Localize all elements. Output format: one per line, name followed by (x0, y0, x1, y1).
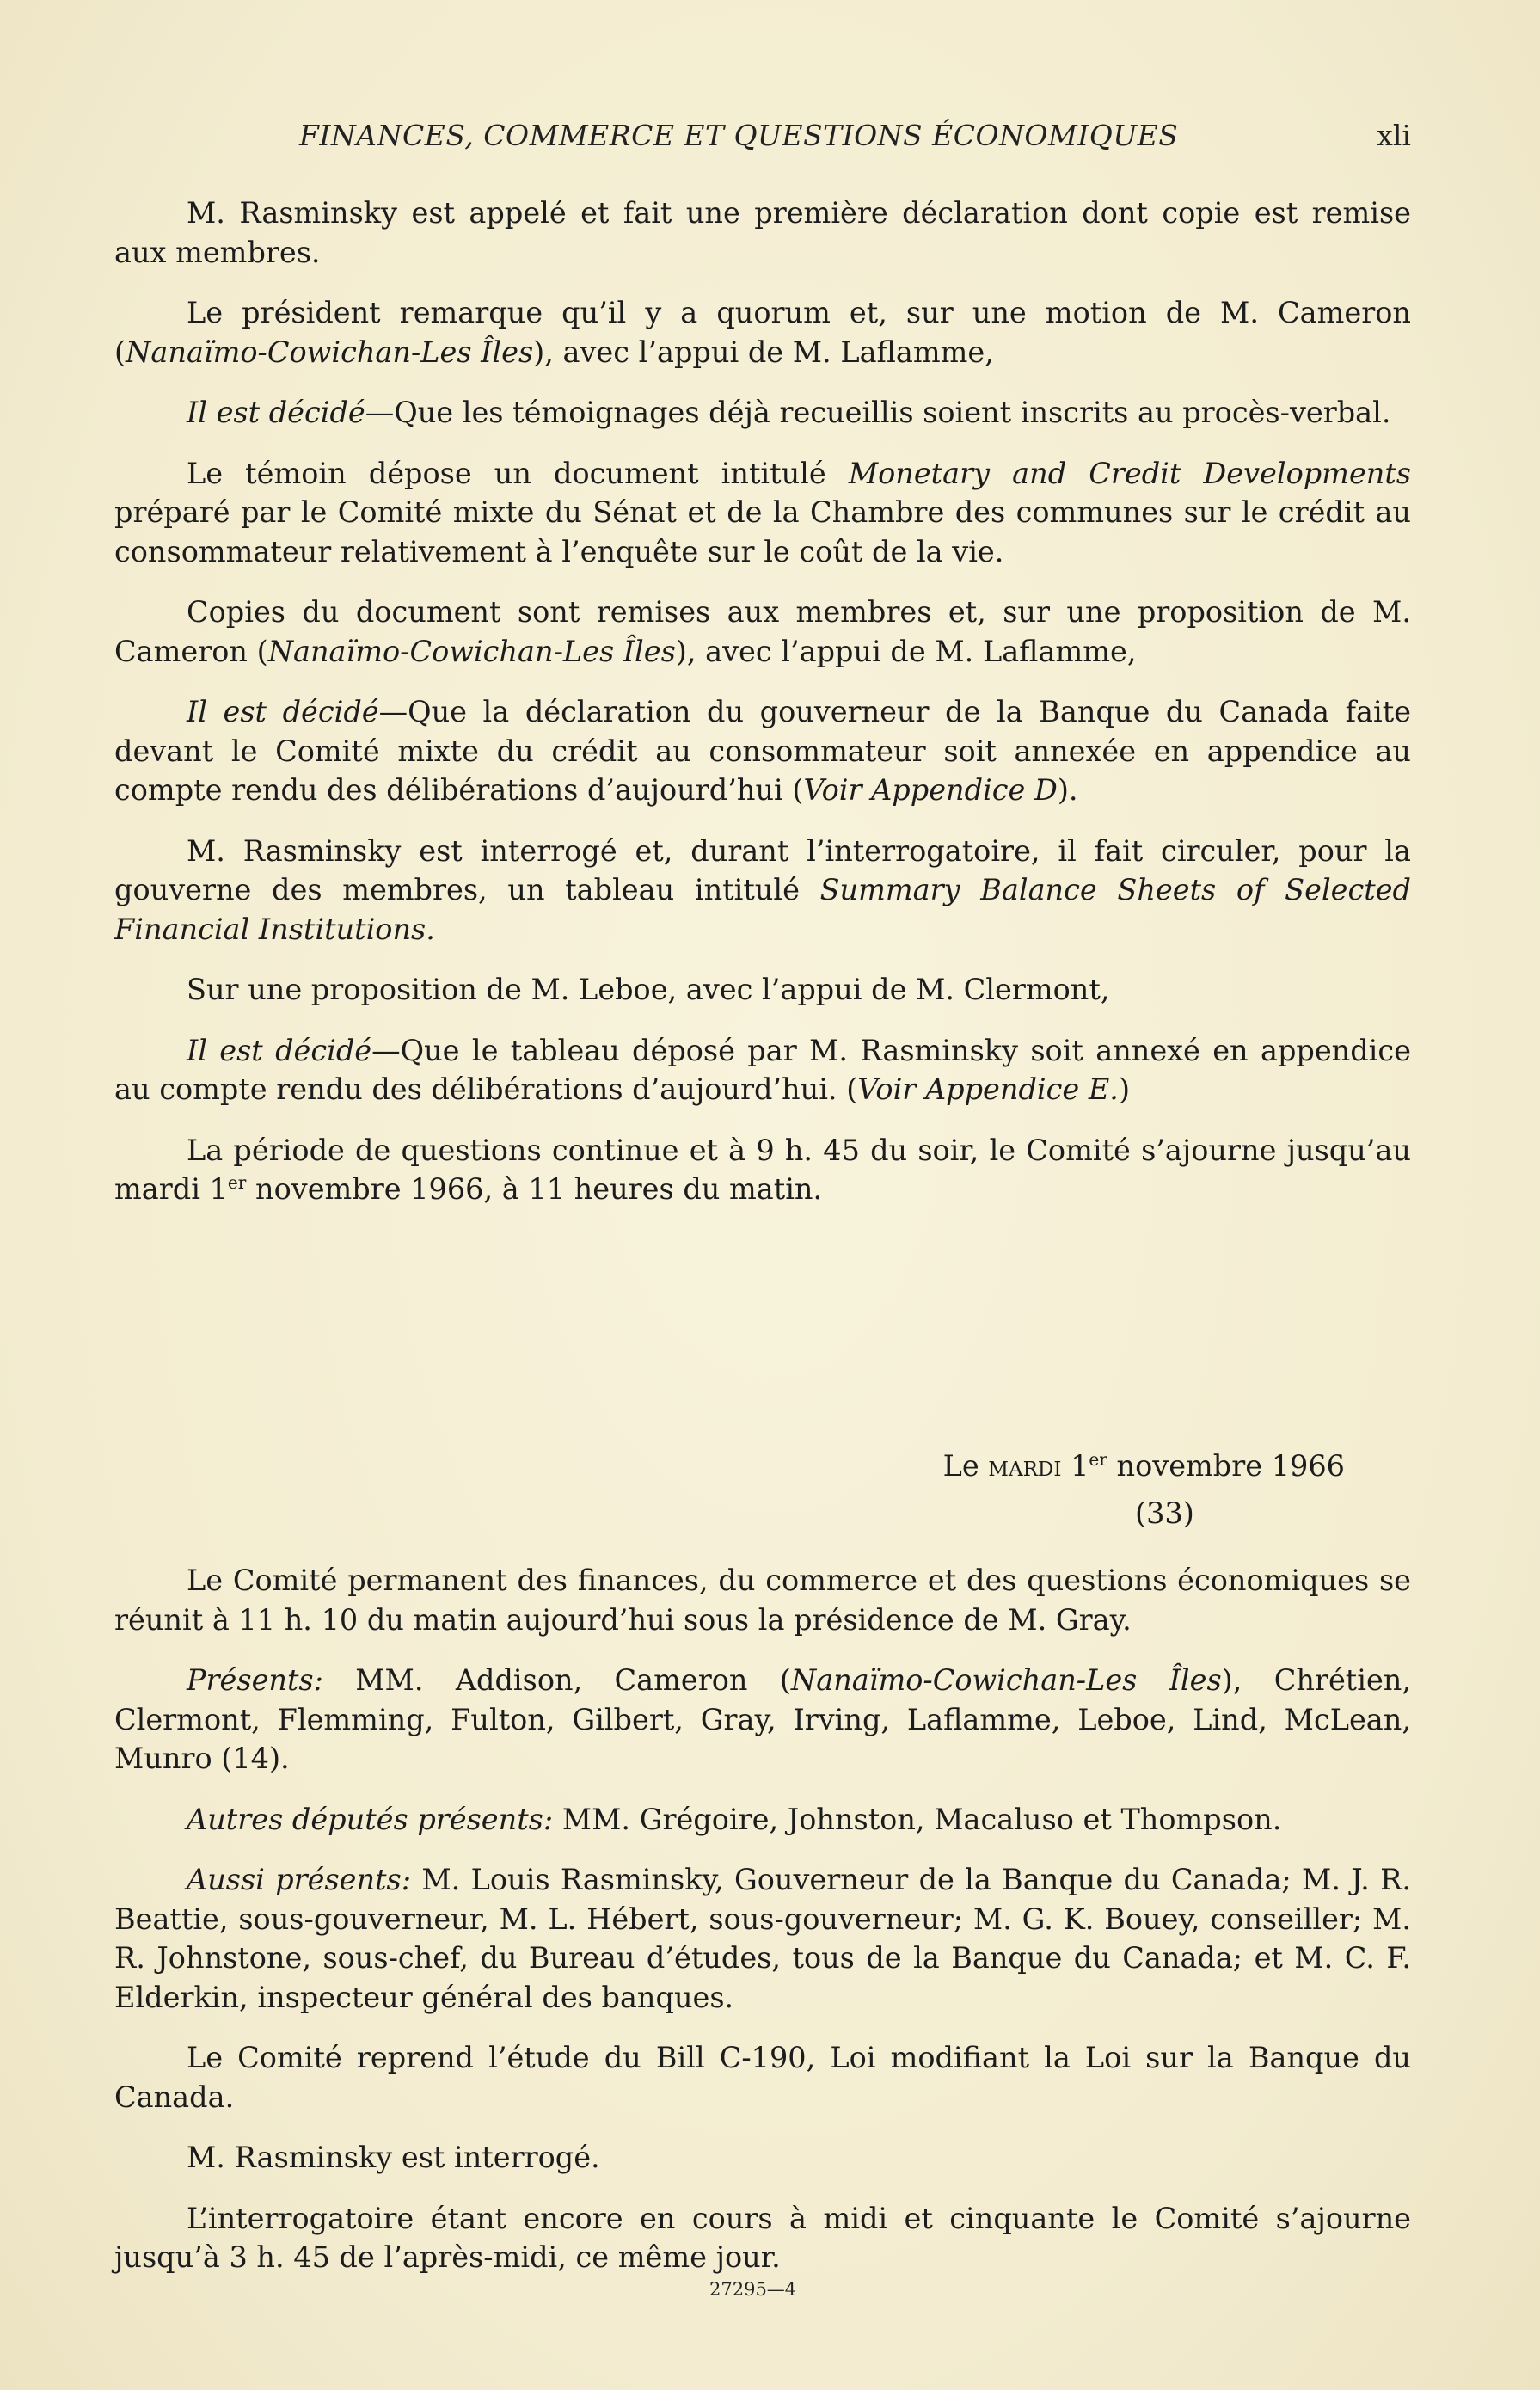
paragraph: Aussi présents: M. Louis Rasminsky, Gouverneur de la Banque du Canada; M. J. R. Beattie, sous-gouverneur, M. L. Hébert, sous-gouverneur; M. G. K. Bouey, conseiller; M. R. Johnstone, sous-chef, du Bureau d’études, tous de la Banque du Canada; et M. C. F. Elderkin, inspecteur général des banques. (114, 1863, 1411, 2014)
paragraph: Il est décidé—Que les témoignages déjà recueillis soient inscrits au procès-verbal. (187, 396, 1391, 429)
paragraph: M. Rasminsky est interrogé. (187, 2141, 600, 2174)
paragraph: Il est décidé—Que la déclaration du gouverneur de la Banque du Canada faite devant le Comité mixte du crédit au consommateur soit annexée en appendice au compte rendu des délibérations d’aujourd’hui (Voir Appendice D). (114, 695, 1411, 807)
paragraph: Le Comité reprend l’étude du Bill C-190, Loi modifiant la Loi sur la Banque du Canada. (114, 2041, 1411, 2114)
paragraph: M. Rasminsky est appelé et fait une première déclaration dont copie est remise aux membres. (114, 196, 1411, 269)
paragraph: L’interrogatoire étant encore en cours à midi et cinquante le Comité s’ajourne jusqu’à 3 h. 45 de l’après-midi, ce même jour. (114, 2201, 1411, 2274)
sitting-date: Le mardi 1er novembre 1966 (942, 1448, 1345, 1483)
paragraph: La période de questions continue et à 9 h. 45 du soir, le Comité s’ajourne jusqu’au mardi 1er novembre 1966, à 11 heures du matin. (114, 1133, 1411, 1206)
print-code: 27295—4 (709, 2279, 797, 2300)
page-header (114, 119, 1411, 162)
paragraph: M. Rasminsky est interrogé et, durant l’interrogatoire, il fait circuler, pour la gouverne des membres, un tableau intitulé Summary Balance Sheets of Selected Financial Institutions. (114, 833, 1411, 946)
paragraph: Le Comité permanent des finances, du commerce et des questions économiques se réunit à 11 h. 10 du matin aujourd’hui sous la présidence de M. Gray. (114, 1564, 1411, 1637)
paragraph: Le témoin dépose un document intitulé Monetary and Credit Developments préparé par le Comité mixte du Sénat et de la Chambre des communes sur le crédit au consommateur relativement à l’enquête sur le coût de la vie. (114, 456, 1411, 568)
sitting-number: (33) (1135, 1496, 1194, 1530)
paragraph: Autres députés présents: MM. Grégoire, Johnston, Macaluso et Thompson. (187, 1802, 1282, 1836)
running-title: FINANCES, COMMERCE ET QUESTIONS ÉCONOMIQUES (299, 119, 1179, 152)
paragraph: Sur une proposition de M. Leboe, avec l’appui de M. Clermont, (187, 973, 1110, 1006)
paragraph: Le président remarque qu’il y a quorum et, sur une motion de M. Cameron (Nanaïmo-Cowichan-Les Îles), avec l’appui de M. Laflamme, (114, 296, 1411, 369)
paragraph: Il est décidé—Que le tableau déposé par M. Rasminsky soit annexé en appendice au compte rendu des délibérations d’aujourd’hui. (Voir Appendice E.) (114, 1033, 1411, 1106)
paragraph: Présents: MM. Addison, Cameron (Nanaïmo-Cowichan-Les Îles), Chrétien, Clermont, Flemming, Fulton, Gilbert, Gray, Irving, Laflamme, Leboe, Lind, McLean, Munro (14). (114, 1663, 1411, 1775)
paragraph: Copies du document sont remises aux membres et, sur une proposition de M. Cameron (Nanaïmo-Cowichan-Les Îles), avec l’appui de M. Laflamme, (114, 595, 1411, 668)
minutes-section-1 (114, 194, 1411, 1231)
minutes-section-2 (114, 1561, 1411, 2299)
page-number: xli (1377, 119, 1411, 152)
